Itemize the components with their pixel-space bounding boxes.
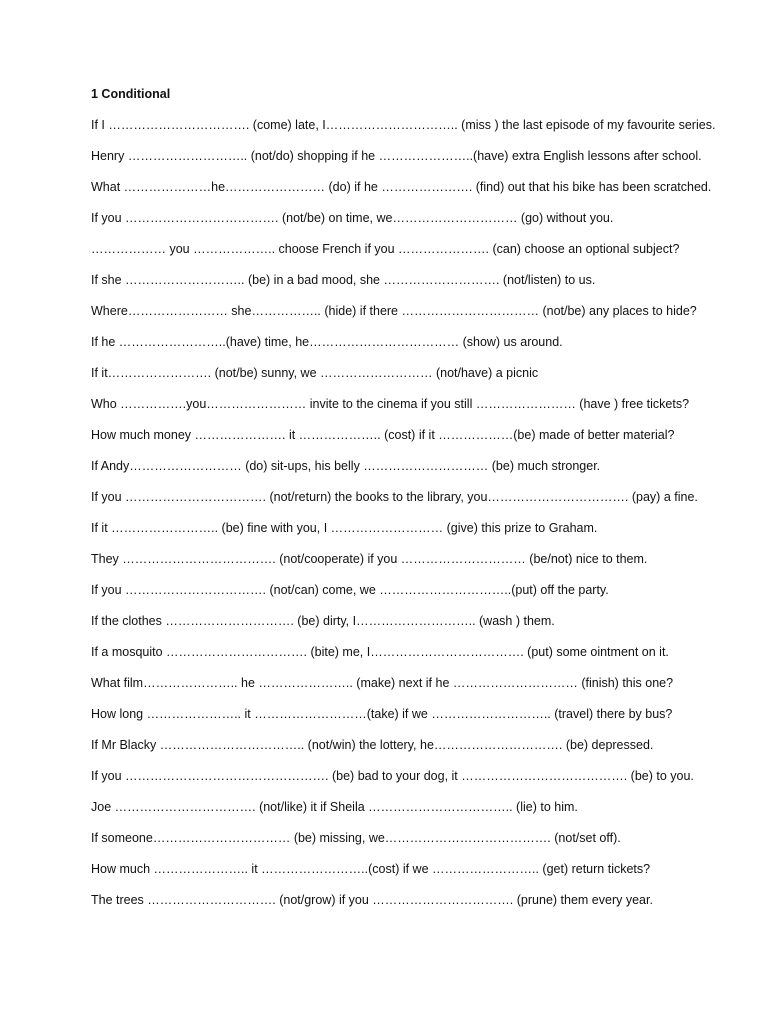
exercise-line-24: If someone…………………………… (be) missing, we…………………………………. (not/set off). [91,831,621,845]
exercise-line-4: If you ………………………………. (not/be) on time, we………………………… (go) without you. [91,211,614,225]
exercise-line-10: Who …………….you…………………… invite to the cinema if you still …………………… (have ) free tickets? [91,397,690,411]
exercise-line-21: If Mr Blacky …………………………….. (not/win) the lottery, he…………………………. (be) depressed. [91,738,654,752]
exercise-line-13: If you ……………………………. (not/return) the books to the library, you……………………………. (pay) a fine. [91,490,698,504]
exercise-list [91,117,751,909]
exercise-line-7: Where…………………… she…………….. (hide) if there …………………………… (not/be) any places to hide? [91,304,697,318]
exercise-line-14: If it …………………….. (be) fine with you, I ……………………… (give) this prize to Graham. [91,521,598,535]
exercise-line-2: Henry ……………………….. (not/do) shopping if he …………………..(have) extra English lessons after school. [91,149,702,163]
exercise-line-20: How long ………………….. it ………………………(take) if we ……………………….. (travel) there by bus? [91,707,673,721]
exercise-line-9: If it……………………. (not/be) sunny, we ……………………… (not/have) a picnic [91,366,539,380]
exercise-line-16: If you ……………………………. (not/can) come, we …………………………..(put) off the party. [91,583,609,597]
worksheet-page [91,86,751,923]
exercise-line-3: What …………………he…………………… (do) if he …………………. (find) out that his bike has been scratched. [91,180,712,194]
exercise-line-5: ……………… you ……………….. choose French if you …………………. (can) choose an optional subject? [91,242,680,256]
exercise-line-25: How much ………………….. it ……………………..(cost) if we …………………….. (get) return tickets? [91,862,651,876]
exercise-line-26: The trees …………………………. (not/grow) if you ……………………………. (prune) them every year. [91,893,653,907]
exercise-line-23: Joe ……………………………. (not/like) it if Sheila …………………………….. (lie) to him. [91,800,578,814]
exercise-line-1: If I ……………………………. (come) late, I………………………….. (miss ) the last episode of my favourite series. [91,118,716,132]
exercise-line-22: If you …………………………………………. (be) bad to your dog, it …………………………………. (be) to you. [91,769,694,783]
exercise-line-11: How much money …………………. it ……………….. (cost) if it ………………(be) made of better material? [91,428,675,442]
exercise-line-8: If he ……………………..(have) time, he……………………………… (show) us around. [91,335,563,349]
worksheet-title: 1 Conditional [91,87,171,101]
exercise-line-6: If she ……………………….. (be) in a bad mood, she ………………………. (not/listen) to us. [91,273,596,287]
exercise-line-15: They ………………………………. (not/cooperate) if you ………………………… (be/not) nice to them. [91,552,648,566]
exercise-line-17: If the clothes …………………………. (be) dirty, I……………………….. (wash ) them. [91,614,555,628]
exercise-line-12: If Andy……………………… (do) sit-ups, his belly ………………………… (be) much stronger. [91,459,601,473]
exercise-line-18: If a mosquito ……………………………. (bite) me, I………………………………. (put) some ointment on it. [91,645,669,659]
exercise-line-19: What film………………….. he ………………….. (make) next if he ………………………… (finish) this one? [91,676,674,690]
